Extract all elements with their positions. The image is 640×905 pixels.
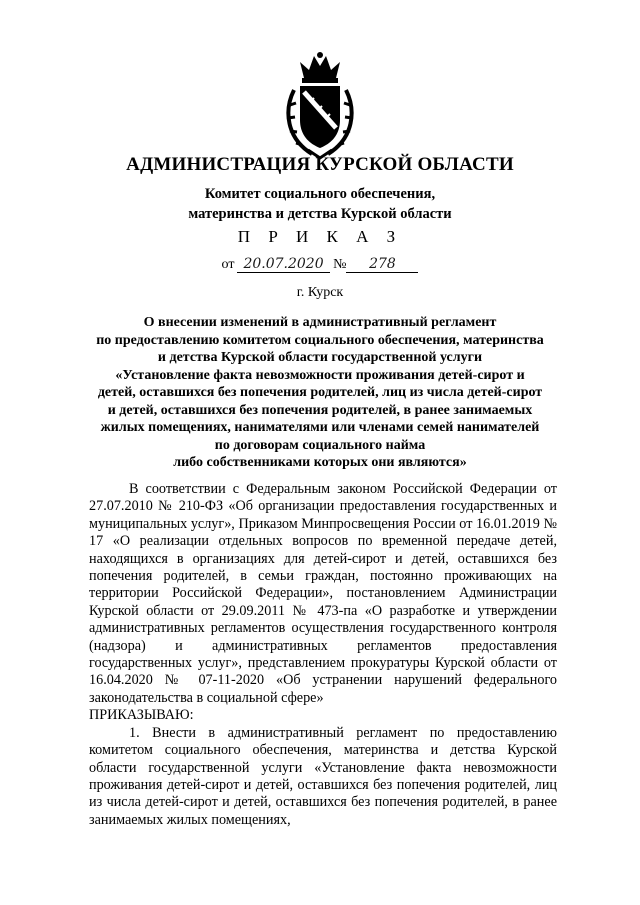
preamble-paragraph: В соответствии с Федеральным законом Российской Федерации от 27.07.2010 № 210-ФЗ «Об организации предоставления государственных и муниципальных услуг», Приказом Минпросвещения России от 16.01.2019 № 17 «О реализации отдельных вопросов по временной передаче детей, находящихся в организациях для детей-сирот и детей, оставшихся без попечения родителей, в семьи граждан, постоянно проживающих на территории Российской Федерации», постановлением Администрации Курской области от 29.09.2011 № 473-па «О разработке и утверждении административных регламентов осуществления государственного контроля (надзора) и административных регламентов предоставления государственных услуг», представлением прокуратуры Курской области от 16.04.2020 № 07-11-2020 «Об устранении нарушений федерального законодательства в социальной сфере» xyxy=(89,481,557,706)
order-subject xyxy=(80,314,560,472)
date-prefix: от xyxy=(221,257,235,272)
number-prefix: № xyxy=(333,257,347,272)
committee-line-2: материнства и детства Курской области xyxy=(188,206,452,222)
order-item-1: 1. Внести в административный регламент по предоставлению комитетом социального обеспечения, материнства и детства Курской области государственной услуги «Установление факта невозможности проживания детей-сирот и детей, оставшихся без попечения родителей, лиц из числа детей-сирот и детей, оставшихся без попечения родителей, в ранее занимаемых жилых помещениях, xyxy=(89,724,557,828)
subject-line: О внесении изменений в административный регламент xyxy=(143,315,497,330)
city-label: г. Курск xyxy=(296,285,344,300)
handwritten-date: 20.07.2020 xyxy=(237,256,329,273)
document-type-title: П Р И К А З xyxy=(237,227,403,246)
organization-title: АДМИНИСТРАЦИЯ КУРСКОЙ ОБЛАСТИ xyxy=(126,154,514,175)
subject-line: по предоставлению комитетом социального обеспечения, материнства xyxy=(96,332,544,348)
committee-name xyxy=(0,184,640,224)
subject-line: и детства Курской области государственной услуги xyxy=(157,350,483,365)
subject-line: жилых помещениях, нанимателями или членами семей нанимателей xyxy=(100,420,540,435)
handwritten-number: 278 xyxy=(346,256,418,273)
committee-line-1: Комитет социального обеспечения, xyxy=(204,186,436,202)
date-number-line xyxy=(0,256,640,273)
order-directive: ПРИКАЗЫВАЮ: xyxy=(89,707,194,724)
subject-line: либо собственниками которых они являются» xyxy=(173,455,467,470)
coat-of-arms-emblem xyxy=(282,50,358,160)
order-body xyxy=(89,481,557,829)
subject-line: детей, оставшихся без попечения родителей, лиц из числа детей-сирот xyxy=(97,385,543,400)
subject-line: по договорам социального найма xyxy=(214,437,426,453)
subject-line: «Установление факта невозможности проживания детей-сирот и xyxy=(115,367,525,383)
subject-line: и детей, оставшихся без попечения родителей, в ранее занимаемых xyxy=(107,402,533,418)
